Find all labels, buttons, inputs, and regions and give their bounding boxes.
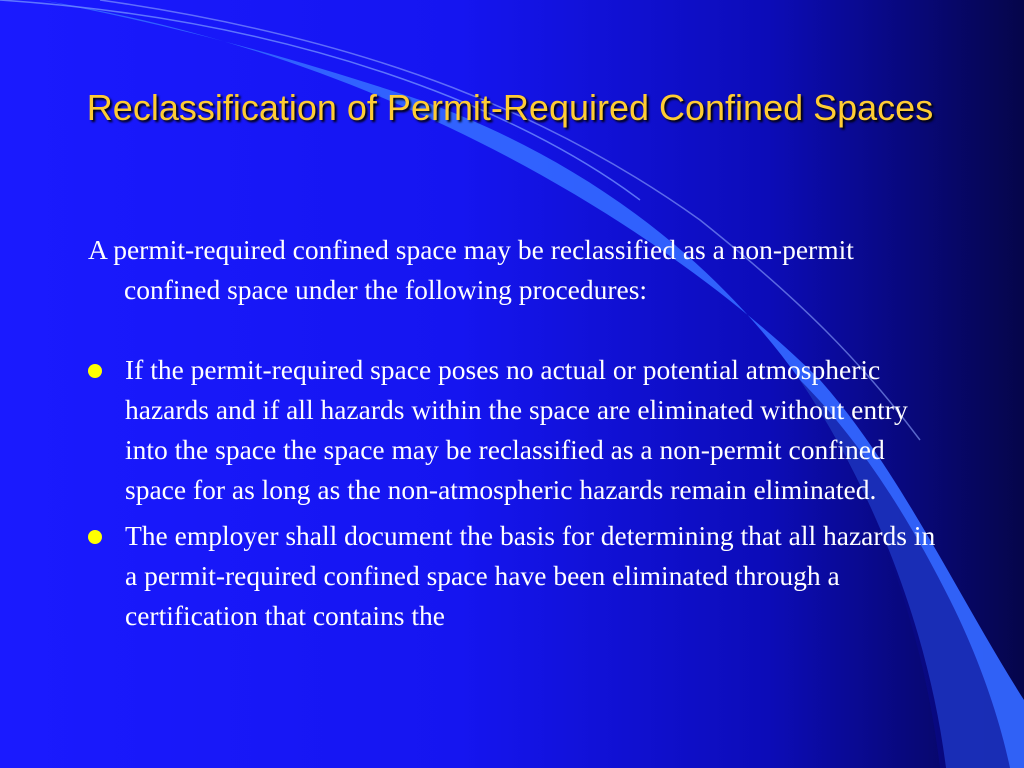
bullet-text: If the permit-required space poses no actual or potential atmospheric hazards and if all hazards within the space are eliminated without entry into the space the space may be reclassified as a non-permit confined space for as long as the non-atmospheric hazards remain eliminated. (125, 354, 908, 505)
bullet-item (88, 350, 948, 510)
bullet-dot-icon (88, 364, 102, 378)
bullet-dot-icon (88, 530, 102, 544)
bullet-text: The employer shall document the basis for determining that all hazards in a permit-required confined space have been eliminated through a certification that contains the (125, 520, 936, 631)
intro-paragraph: A permit-required confined space may be reclassified as a non-permit confined space under the following procedures: (88, 234, 854, 305)
slide-body (88, 230, 948, 642)
bullet-item (88, 516, 948, 636)
slide-title: Reclassification of Permit-Required Confined Spaces (86, 87, 934, 128)
